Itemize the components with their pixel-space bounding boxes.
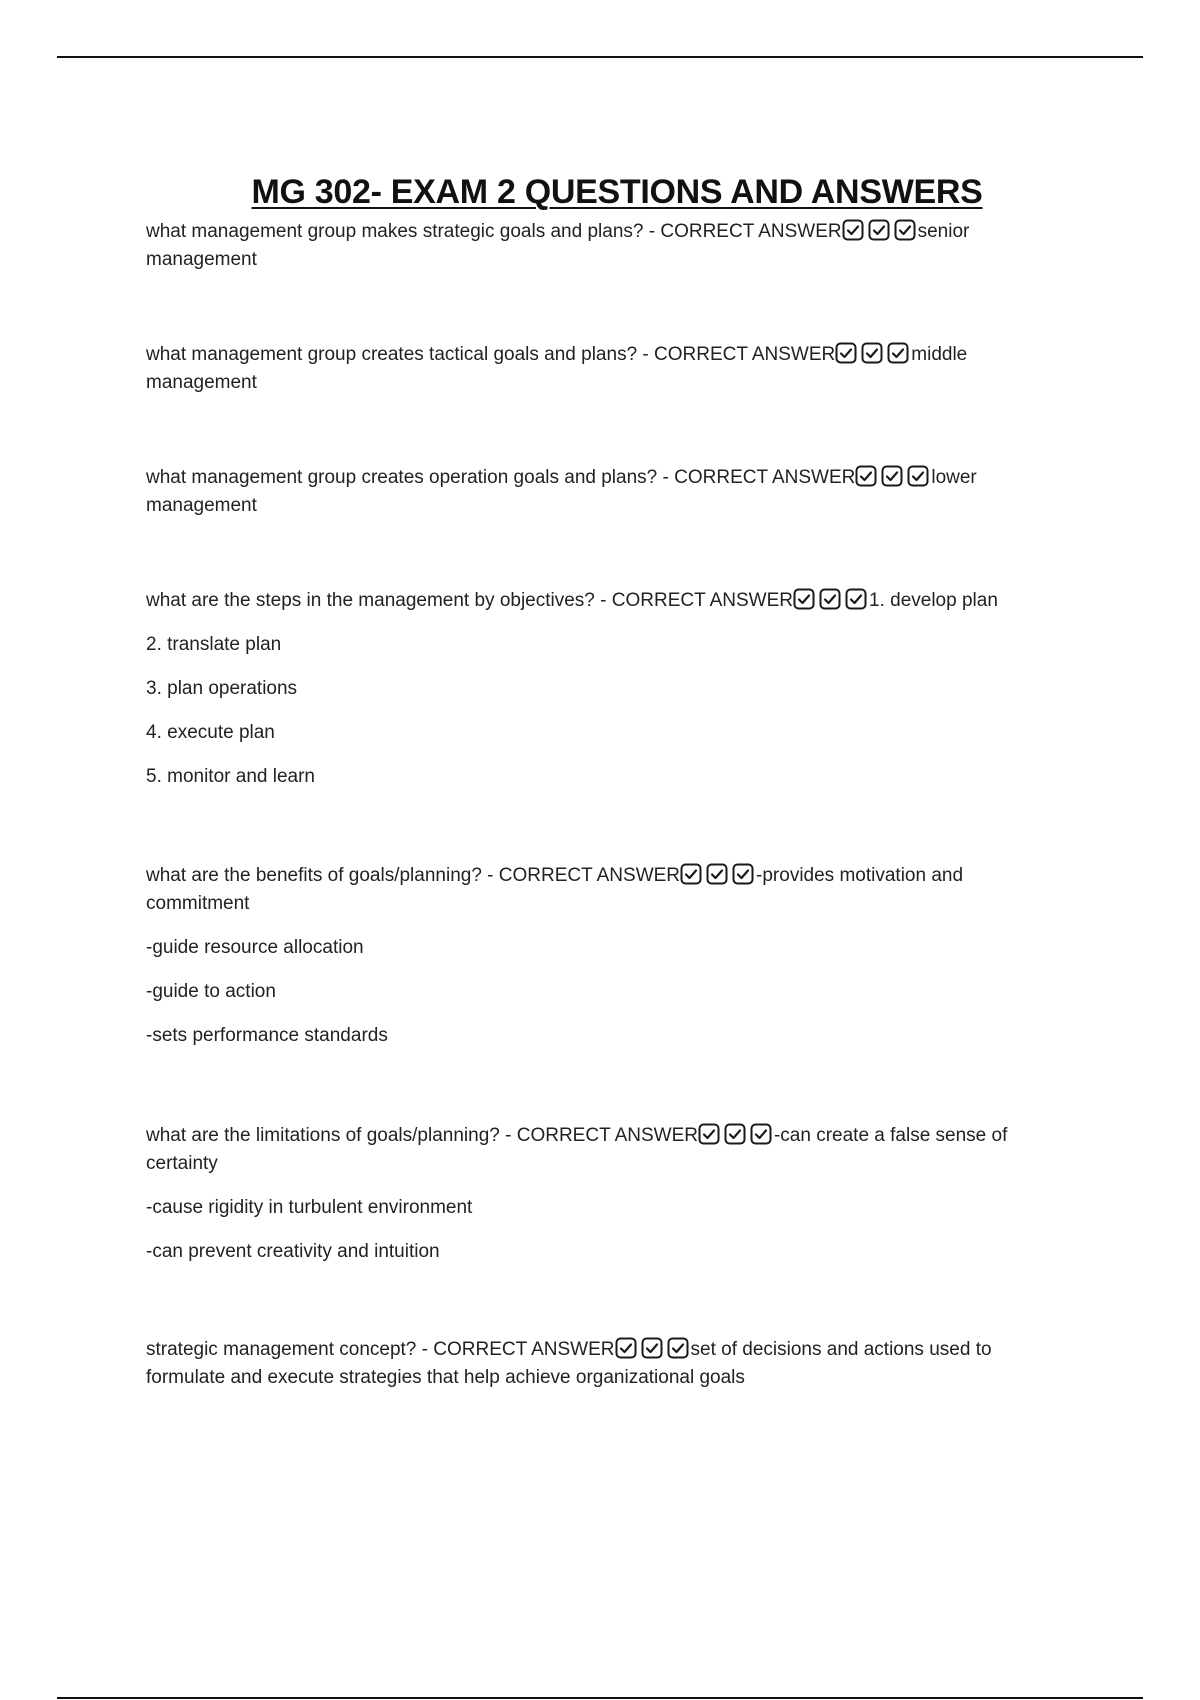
check-box-icon bbox=[750, 1123, 772, 1145]
answer-line: -guide resource allocation bbox=[146, 937, 364, 958]
check-box-icon bbox=[887, 342, 909, 364]
answer-line: -guide to action bbox=[146, 981, 276, 1002]
answer-line: -cause rigidity in turbulent environment bbox=[146, 1197, 473, 1218]
top-rule bbox=[57, 56, 1143, 58]
check-box-icon bbox=[819, 588, 841, 610]
check-box-icon bbox=[861, 342, 883, 364]
qa-line: what are the benefits of goals/planning? - CORRECT ANSWER -provides motivation and commitment bbox=[146, 865, 964, 914]
check-box-icon bbox=[698, 1123, 720, 1145]
answer-line: -sets performance standards bbox=[146, 1025, 388, 1046]
qa-item bbox=[146, 464, 1066, 520]
check-box-icon bbox=[641, 1337, 663, 1359]
answer-text: -can create a false sense of certainty bbox=[146, 1125, 1008, 1174]
check-box-icon bbox=[881, 465, 903, 487]
answer-marker: CORRECT ANSWER bbox=[498, 865, 681, 886]
question-text: what management group creates operation goals and plans? bbox=[146, 467, 658, 488]
answer-marker: CORRECT ANSWER bbox=[674, 467, 856, 488]
check-box-icon bbox=[868, 219, 890, 241]
check-box-icon bbox=[855, 465, 877, 487]
answer-marker: CORRECT ANSWER bbox=[611, 590, 793, 611]
check-box-icon bbox=[724, 1123, 746, 1145]
qa-line: what are the steps in the management by objectives? - CORRECT ANSWER 1. develop plan bbox=[146, 590, 998, 611]
answer-text: middle management bbox=[146, 344, 968, 393]
check-box-icon bbox=[667, 1337, 689, 1359]
question-text: what are the steps in the management by objectives? bbox=[146, 590, 595, 611]
check-box-icon bbox=[845, 588, 867, 610]
qa-item bbox=[146, 1336, 1066, 1392]
question-text: what management group makes strategic goals and plans? bbox=[146, 221, 644, 242]
qa-item bbox=[146, 587, 1066, 791]
qa-line: what management group makes strategic goals and plans? - CORRECT ANSWER senior management bbox=[146, 221, 970, 270]
check-box-icon bbox=[680, 863, 702, 885]
page-title: MG 302- EXAM 2 QUESTIONS AND ANSWERS bbox=[251, 172, 983, 211]
check-box-icon bbox=[615, 1337, 637, 1359]
check-box-icon bbox=[732, 863, 754, 885]
question-text: what are the limitations of goals/planning? bbox=[146, 1125, 500, 1146]
answer-text: 1. develop plan bbox=[869, 590, 998, 611]
answer-line: -can prevent creativity and intuition bbox=[146, 1241, 440, 1262]
answer-line: 3. plan operations bbox=[146, 678, 298, 699]
qa-line: what are the limitations of goals/planning? - CORRECT ANSWER -can create a false sense of certainty bbox=[146, 1125, 1008, 1174]
check-box-icon bbox=[894, 219, 916, 241]
answer-marker: CORRECT ANSWER bbox=[433, 1339, 615, 1360]
answer-line: 4. execute plan bbox=[146, 722, 275, 743]
bottom-rule bbox=[57, 1697, 1143, 1699]
qa-line: what management group creates tactical goals and plans? - CORRECT ANSWER middle management bbox=[146, 344, 968, 393]
qa-line: what management group creates operation goals and plans? - CORRECT ANSWER lower management bbox=[146, 467, 977, 516]
answer-text: set of decisions and actions used to formulate and execute strategies that help achieve organizational goals bbox=[146, 1339, 992, 1388]
answer-text: -provides motivation and commitment bbox=[146, 865, 964, 914]
answer-line: 5. monitor and learn bbox=[146, 766, 315, 787]
check-box-icon bbox=[907, 465, 929, 487]
check-box-icon bbox=[835, 342, 857, 364]
check-box-icon bbox=[706, 863, 728, 885]
qa-item bbox=[146, 341, 1066, 397]
answer-marker: CORRECT ANSWER bbox=[654, 344, 836, 365]
answer-text: senior management bbox=[146, 221, 970, 270]
check-box-icon bbox=[842, 219, 864, 241]
qa-line: strategic management concept? - CORRECT ANSWER set of decisions and actions used to formulate and execute strategies that help achieve organizational goals bbox=[146, 1339, 992, 1388]
answer-text: lower management bbox=[146, 467, 977, 516]
question-text: what management group creates tactical goals and plans? bbox=[146, 344, 638, 365]
check-box-icon bbox=[793, 588, 815, 610]
question-text: what are the benefits of goals/planning? bbox=[146, 865, 482, 886]
answer-line: 2. translate plan bbox=[146, 634, 282, 655]
qa-item bbox=[146, 1122, 1066, 1266]
answer-marker: CORRECT ANSWER bbox=[516, 1125, 698, 1146]
qa-item bbox=[146, 862, 1066, 1050]
qa-item bbox=[146, 218, 1066, 274]
answer-marker: CORRECT ANSWER bbox=[660, 221, 842, 242]
question-text: strategic management concept? bbox=[146, 1339, 417, 1360]
